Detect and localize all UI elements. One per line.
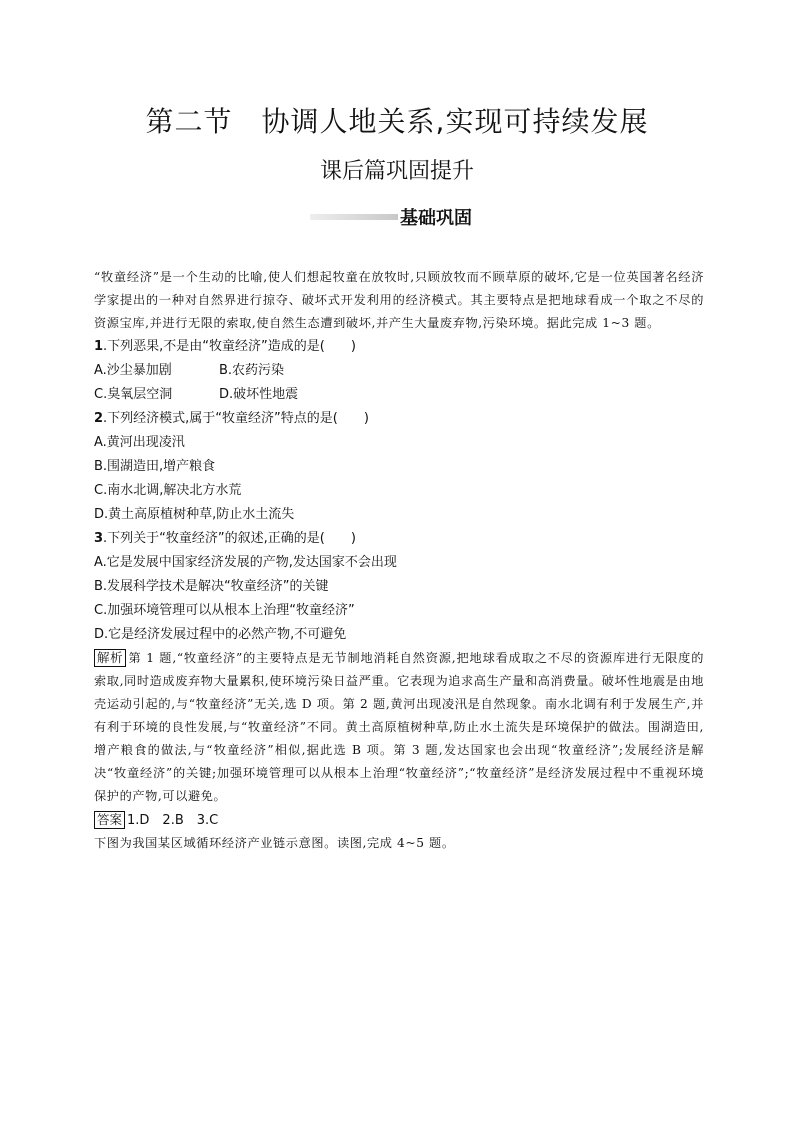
option: A.沙尘暴加剧 xyxy=(94,363,172,378)
answer-block xyxy=(94,810,704,832)
answer-text: 1.D 2.B 3.C xyxy=(127,813,219,828)
option: D.黄土高原植树种草,防止水土流失 xyxy=(94,507,295,522)
reading-passage-2: 下图为我国某区域循环经济产业链示意图。读图,完成 4~5 题。 xyxy=(94,836,455,850)
option: C.南水北调,解决北方水荒 xyxy=(94,483,242,498)
question-1-options-row-2 xyxy=(94,383,704,407)
content-body xyxy=(94,266,704,855)
option: B.农药污染 xyxy=(219,363,285,378)
section-bar-decoration xyxy=(310,214,398,220)
option: A.黄河出现凌汛 xyxy=(94,435,185,450)
answer-label: 答案 xyxy=(94,811,125,829)
option: B.围湖造田,增产粮食 xyxy=(94,459,216,474)
page-subtitle: 课后篇巩固提升 xyxy=(319,159,474,184)
option: C.加强环境管理可以从根本上治理“牧童经济” xyxy=(94,603,355,618)
page-title: 第二节 协调人地关系,实现可持续发展 xyxy=(145,105,649,138)
question-1-stem: 1.下列恶果,不是由“牧童经济”造成的是( ) xyxy=(94,339,356,354)
option: D.破坏性地震 xyxy=(219,387,299,402)
question-2-stem: 2.下列经济模式,属于“牧童经济”特点的是( ) xyxy=(94,411,369,426)
option: C.臭氧层空洞 xyxy=(94,387,173,402)
question-3-stem: 3.下列关于“牧童经济”的叙述,正确的是( ) xyxy=(94,531,356,546)
option: B.发展科学技术是解决“牧童经济”的关键 xyxy=(94,579,329,594)
reading-passage: “牧童经济”是一个生动的比喻,使人们想起牧童在放牧时,只顾放牧而不顾草原的破坏,它是一位英国著名经济学家提出的一种对自然界进行掠夺、破坏式开发利用的经济模式。其主要特点是把地球看成一个取之不尽的资源宝库,并进行无限的索取,使自然生态遭到破坏,并产生大量废弃物,污染环境。据此完成 1~3 题。 xyxy=(94,270,704,330)
option: A.它是发展中国家经济发展的产物,发达国家不会出现 xyxy=(94,555,397,570)
section-heading xyxy=(310,204,472,230)
analysis-label: 解析 xyxy=(94,649,126,667)
question-1-options-row-1 xyxy=(94,359,704,383)
analysis-block xyxy=(94,647,704,808)
analysis-text: 第 1 题,“牧童经济”的主要特点是无节制地消耗自然资源,把地球看成取之不尽的资源库进行无限度的索取,同时造成废弃物大量累积,使环境污染日益严重。它表现为追求高生产量和高消费量。破坏性地震是由地壳运动引起的,与“牧童经济”无关,选 D 项。第 2 题,黄河出现凌汛是自然现象。南水北调有利于发展生产,并有利于环境的良性发展,与“牧童经济”不同。黄土高原植树种草,防止水土流失是环境保护的做法。围湖造田,增产粮食的做法,与“牧童经济”相似,据此选 B 项。第 3 题,发达国家也会出现“牧童经济”;发展经济是解决“牧童经济”的关键;加强环境管理可以从根本上治理“牧童经济”;“牧童经济”是经济发展过程中不重视环境保护的产物,可以避免。 xyxy=(94,651,704,803)
section-label: 基础巩固 xyxy=(400,208,472,229)
option: D.它是经济发展过程中的必然产物,不可避免 xyxy=(94,627,347,642)
